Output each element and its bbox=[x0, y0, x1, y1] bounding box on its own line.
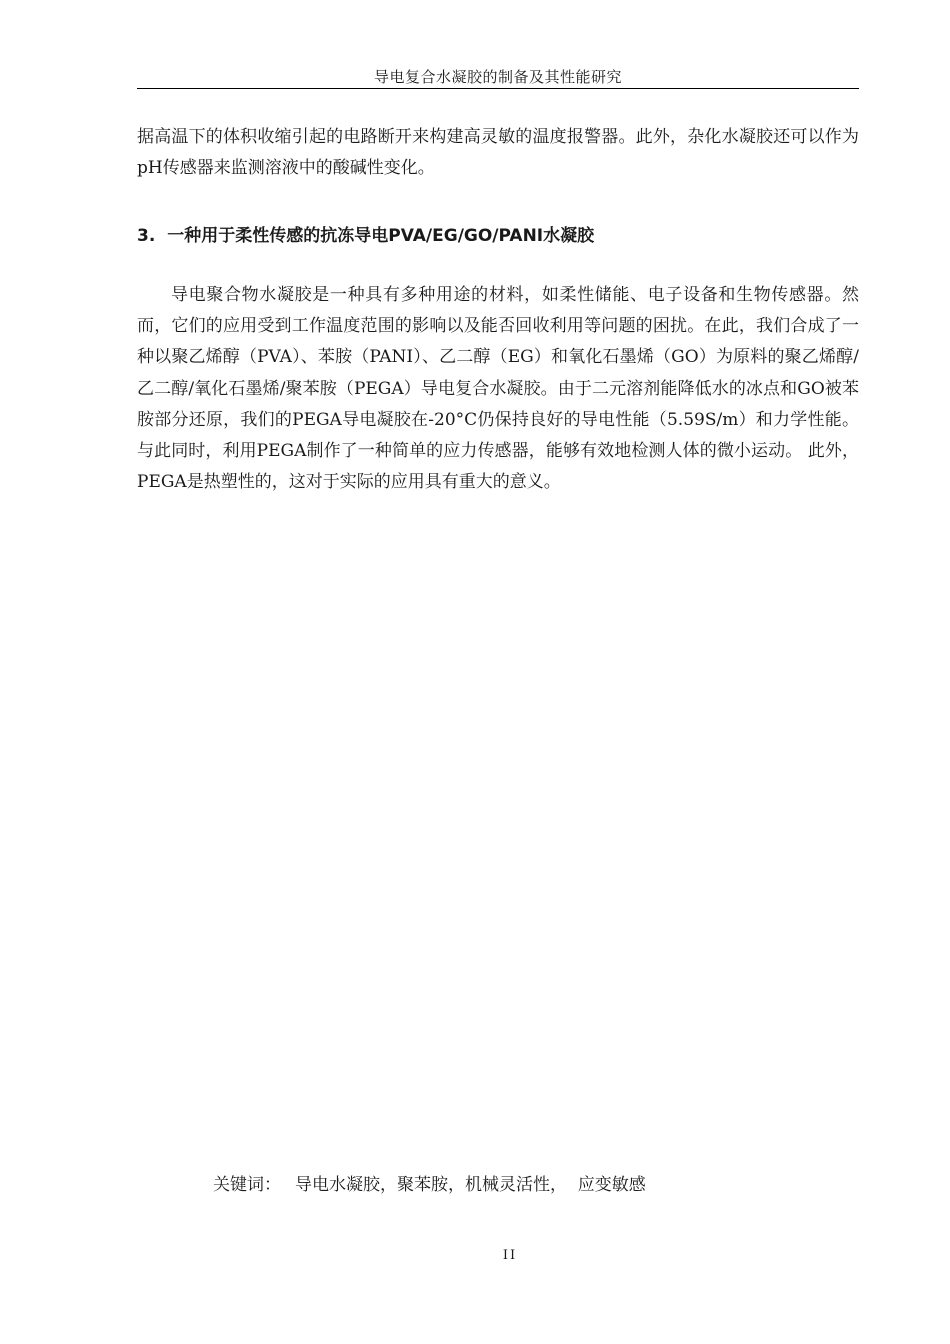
running-header: 导电复合水凝胶的制备及其性能研究 bbox=[373, 68, 622, 86]
abstract-paragraph: 导电聚合物水凝胶是一种具有多种用途的材料，如柔性储能、电子设备和生物传感器。然而，它们的应用受到工作温度范围的影响以及能否回收利用等问题的困扰。在此，我们合成了一种以聚乙烯醇（PVA）、苯胺（PANI）、乙二醇（EG）和氧化石墨烯（GO）为原料的聚乙烯醇/乙二醇/氧化石墨烯/聚苯胺（PEGA）导电复合水凝胶。由于二元溶剂能降低水的冰点和GO被苯胺部分还原，我们的PEGA导电凝胶在-20°C仍保持良好的导电性能（5.59S/m）和力学性能。与此同时，利用PEGA制作了一种简单的应力传感器，能够有效地检测人体的微小运动。 此外，PEGA是热塑性的，这对于实际的应用具有重大的意义。 bbox=[137, 285, 859, 493]
continued-paragraph: 据高温下的体积收缩引起的电路断开来构建高灵敏的温度报警器。此外，杂化水凝胶还可以作为pH传感器来监测溶液中的酸碱性变化。 bbox=[137, 127, 859, 179]
keywords-line bbox=[213, 1170, 646, 1195]
header-divider bbox=[137, 88, 859, 89]
keywords-label: 关键词： bbox=[213, 1175, 281, 1195]
section-heading bbox=[137, 221, 594, 246]
keywords-values: 导电水凝胶，聚苯胺，机械灵活性， 应变敏感 bbox=[295, 1175, 646, 1195]
section-title: 一种用于柔性传感的抗冻导电PVA/EG/GO/PANI水凝胶 bbox=[167, 226, 595, 246]
page-number: II bbox=[502, 1248, 518, 1263]
section-number: 3. bbox=[137, 226, 156, 246]
